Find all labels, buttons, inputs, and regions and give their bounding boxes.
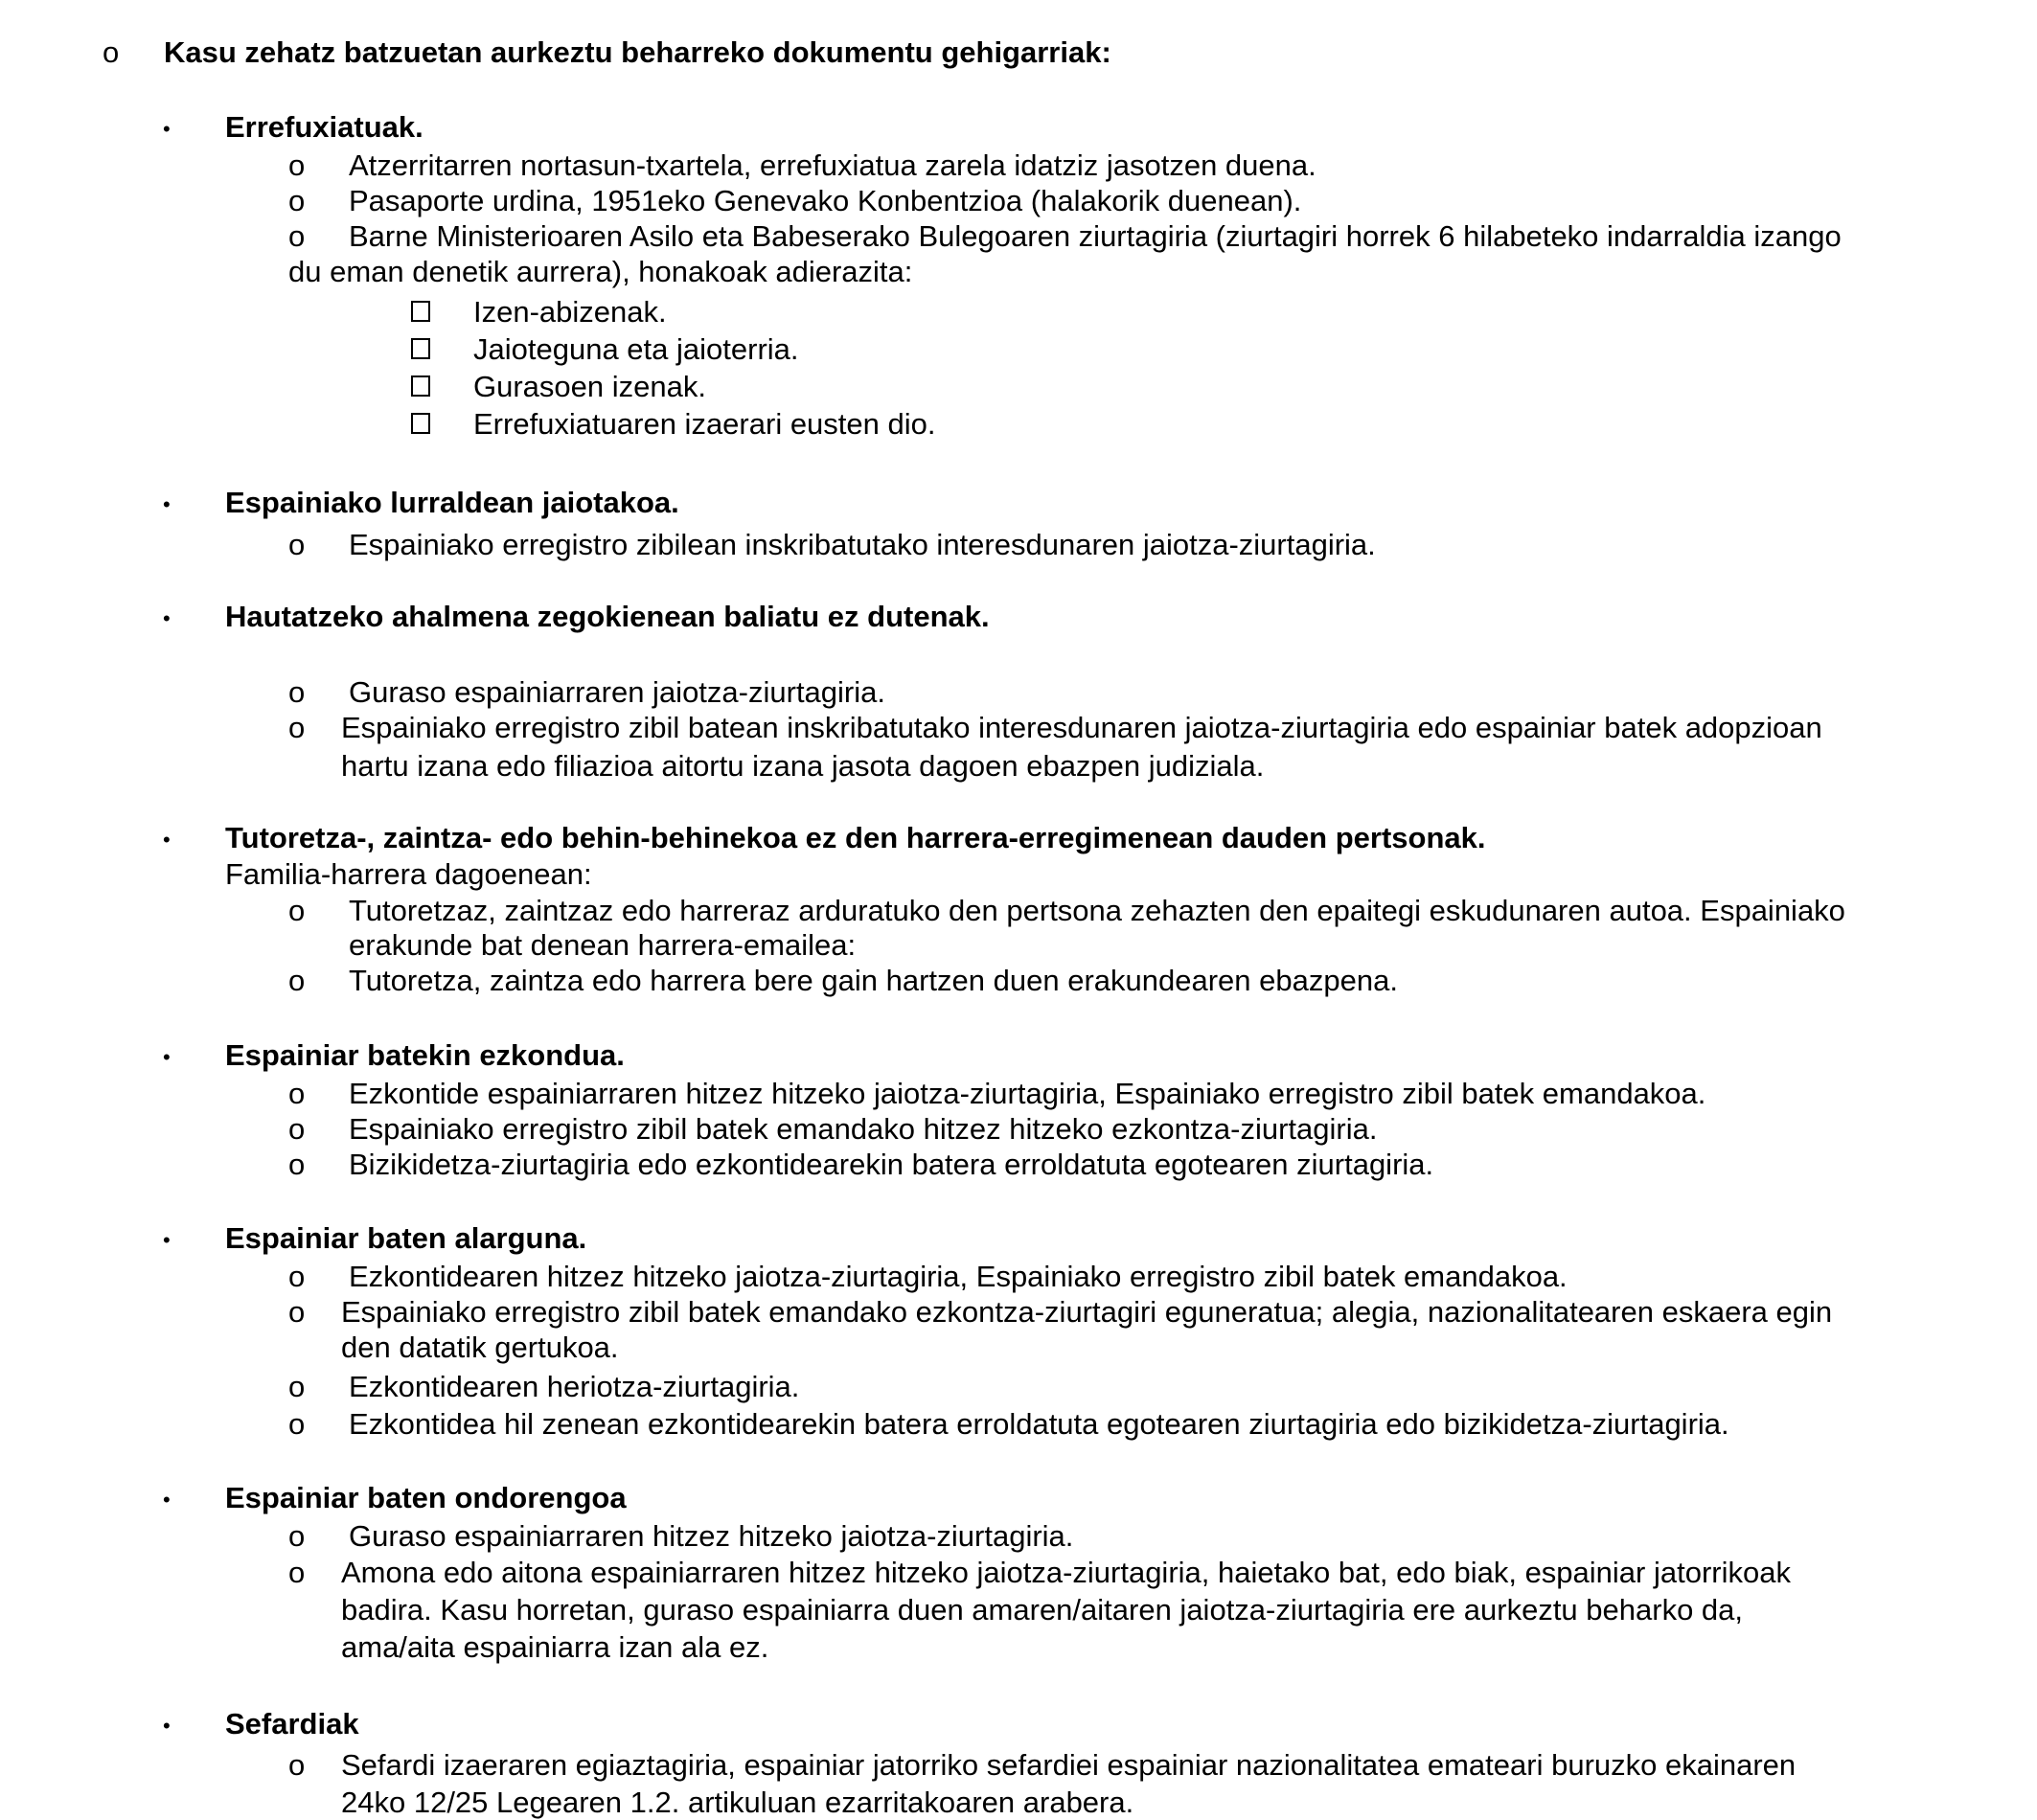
bullet-marker: • [163,828,171,852]
section-title: Errefuxiatuak. [225,110,423,144]
item-marker: o [288,675,306,709]
section-title: Espainiar baten alarguna. [225,1221,587,1255]
item-marker: o [288,1112,306,1146]
item-marker: o [288,964,306,997]
item-marker: o [288,184,306,217]
list-item-continuation: du eman denetik aurrera), honakoak adierazita: [288,255,913,288]
sub-list-item: Errefuxiatuaren izaerari eusten dio. [473,407,936,441]
list-item: Sefardi izaeraren egiaztagiria, espainiar jatorriko sefardiei espainiar nazionalitatea emateari buruzko ekainaren [341,1748,1797,1782]
bullet-marker: • [163,1045,171,1069]
list-item: Atzerritarren nortasun-txartela, errefuxiatua zarela idatziz jasotzen duena. [349,148,1316,182]
checkbox-marker [411,301,430,322]
item-marker: o [288,1519,306,1553]
section-title: Espainiako lurraldean jaiotakoa. [225,486,679,519]
item-marker: o [288,711,306,744]
list-item: Amona edo aitona espainiarraren hitzez hitzeko jaiotza-ziurtagiria, haietako bat, edo biak, espainiar jatorrikoak [341,1556,1791,1589]
item-marker: o [288,1295,306,1329]
list-item: Espainiako erregistro zibilean inskribatutako interesdunaren jaiotza-ziurtagiria. [349,528,1376,561]
bullet-marker: • [163,606,171,630]
list-item: Ezkontide espainiarraren hitzez hitzeko jaiotza-ziurtagiria, Espainiako erregistro zibil batek emandakoa. [349,1077,1706,1110]
item-marker: o [288,528,306,561]
bullet-marker: • [163,1714,171,1738]
bullet-marker: • [163,492,171,516]
item-marker: o [288,1148,306,1181]
section-title: Hautatzeko ahalmena zegokienean baliatu ez dutenak. [225,600,990,633]
list-item: Tutoretza, zaintza edo harrera bere gain hartzen duen erakundearen ebazpena. [349,964,1398,997]
list-item: Barne Ministerioaren Asilo eta Babeserako Bulegoaren ziurtagiria (ziurtagiri horrek 6 hilabeteko indarraldia izango [349,219,1842,253]
item-marker: o [288,1748,306,1782]
checkbox-marker [411,375,430,397]
list-item-continuation: 24ko 12/25 Legearen 1.2. artikuluan ezarritakoaren arabera. [341,1786,1134,1819]
section-note: Familia-harrera dagoenean: [225,857,592,891]
bullet-marker: • [163,1488,171,1512]
heading-marker: o [103,35,120,69]
section-title: Tutoretza-, zaintza- edo behin-behinekoa ez den harrera-erregimenean dauden pertsonak. [225,821,1486,854]
section-title: Sefardiak [225,1707,359,1740]
item-marker: o [288,894,306,927]
list-item: Espainiako erregistro zibil batek emandako ezkontza-ziurtagiri eguneratua; alegia, nazionalitatearen eskaera egin [341,1295,1833,1329]
item-marker: o [288,1077,306,1110]
list-item: Espainiako erregistro zibil batek emandako hitzez hitzeko ezkontza-ziurtagiria. [349,1112,1378,1146]
checkbox-marker [411,338,430,359]
list-item: Espainiako erregistro zibil batean inskribatutako interesdunaren jaiotza-ziurtagiria edo espainiar batek adopzioan [341,711,1822,744]
item-marker: o [288,1407,306,1441]
list-item: Ezkontidearen heriotza-ziurtagiria. [349,1370,800,1403]
sub-list-item: Jaioteguna eta jaioterria. [473,332,799,366]
item-marker: o [288,1556,306,1589]
bullet-marker: • [163,1228,171,1252]
item-marker: o [288,1260,306,1293]
list-item: Ezkontidea hil zenean ezkontidearekin batera erroldatuta egotearen ziurtagiria edo bizikidetza-ziurtagiria. [349,1407,1729,1441]
list-item: Guraso espainiarraren hitzez hitzeko jaiotza-ziurtagiria. [349,1519,1074,1553]
list-item: Guraso espainiarraren jaiotza-ziurtagiria. [349,675,885,709]
page-title: Kasu zehatz batzuetan aurkeztu beharreko dokumentu gehigarriak: [164,35,1111,69]
list-item-continuation: erakunde bat denean harrera-emailea: [349,928,857,962]
checkbox-marker [411,413,430,434]
list-item-continuation: hartu izana edo filiazioa aitortu izana jasota dagoen ebazpen judiziala. [341,749,1265,783]
sub-list-item: Gurasoen izenak. [473,370,706,403]
list-item-continuation: badira. Kasu horretan, guraso espainiarra duen amaren/aitaren jaiotza-ziurtagiria ere aurkeztu beharko da, [341,1593,1744,1627]
sub-list-item: Izen-abizenak. [473,295,667,329]
bullet-marker: • [163,117,171,141]
list-item-continuation: ama/aita espainiarra izan ala ez. [341,1630,769,1664]
list-item: Tutoretzaz, zaintzaz edo harreraz arduratuko den pertsona zehazten den epaitegi eskudunaren autoa. Espainiako [349,894,1845,927]
list-item: Pasaporte urdina, 1951eko Genevako Konbentzioa (halakorik duenean). [349,184,1302,217]
section-title: Espainiar baten ondorengoa [225,1481,627,1514]
item-marker: o [288,1370,306,1403]
item-marker: o [288,219,306,253]
list-item-continuation: den datatik gertukoa. [341,1331,619,1364]
item-marker: o [288,148,306,182]
list-item: Bizikidetza-ziurtagiria edo ezkontidearekin batera erroldatuta egotearen ziurtagiria. [349,1148,1434,1181]
list-item: Ezkontidearen hitzez hitzeko jaiotza-ziurtagiria, Espainiako erregistro zibil batek emandakoa. [349,1260,1568,1293]
section-title: Espainiar batekin ezkondua. [225,1038,625,1072]
